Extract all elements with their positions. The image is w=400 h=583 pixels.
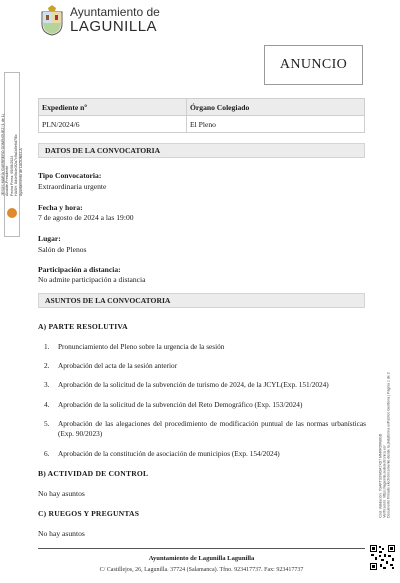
actividad-control-value: No hay asuntos bbox=[38, 489, 85, 498]
item-text: Aprobación del acta de la sesión anterior bbox=[58, 361, 178, 370]
signature-line: HASH: 8d4e0b4e3f2a7c9a1b5e6d7f8c bbox=[14, 133, 19, 196]
org-name-main: LAGUNILLA bbox=[70, 18, 158, 35]
table-header-expediente: Expediente nº bbox=[39, 99, 187, 116]
footer-divider bbox=[38, 548, 365, 549]
validation-line: Documento firmado electrónicamente desde la plataforma esPublico Gestiona | Página 1 de 2 bbox=[387, 372, 392, 518]
list-item bbox=[44, 449, 366, 459]
ruegos-preguntas-heading: C) RUEGOS Y PREGUNTAS bbox=[38, 509, 140, 518]
item-number: 2. bbox=[44, 361, 50, 370]
validation-sidebar bbox=[378, 360, 392, 530]
item-text: Pronunciamiento del Pleno sobre la urgencia de la sesión bbox=[58, 342, 225, 351]
section-datos-title: DATOS DE LA CONVOCATORIA bbox=[38, 143, 365, 158]
expedient-table bbox=[38, 98, 365, 133]
coat-of-arms-icon bbox=[38, 4, 66, 36]
item-number: 6. bbox=[44, 449, 50, 458]
table-row bbox=[39, 116, 365, 133]
stamp-logo-icon bbox=[7, 208, 17, 218]
signature-brand: Ayuntamiento de LAGUNILLA bbox=[18, 147, 23, 196]
signature-line: Alcalde-Presidente bbox=[5, 165, 10, 196]
item-text: Aprobación de la solicitud de la subvención del Reto Demográfico (Exp. 153/2024) bbox=[58, 400, 303, 409]
item-text: Aprobación de las alegaciones del procedimiento de modificación puntual de las normas urbanísticas (Exp. 90/2023) bbox=[58, 419, 366, 438]
table-header-organo: Órgano Colegiado bbox=[187, 99, 365, 116]
lugar-label: Lugar: bbox=[38, 234, 61, 243]
org-name-top: Ayuntamiento de bbox=[70, 5, 160, 19]
expediente-value: PLN/2024/6 bbox=[39, 116, 187, 133]
tipo-value: Extraordinaria urgente bbox=[38, 182, 107, 191]
item-number: 1. bbox=[44, 342, 50, 351]
signature-stamp-text bbox=[1, 114, 23, 196]
validation-line: Cód. Validación: 7GAPTS2WDA7XD7 MNRR99N8GD bbox=[378, 433, 383, 518]
list-item bbox=[44, 380, 366, 390]
lugar-value: Salón de Plenos bbox=[38, 245, 87, 254]
item-number: 3. bbox=[44, 380, 50, 389]
item-text: Aprobación de la constitución de asociación de municipios (Exp. 154/2024) bbox=[58, 449, 280, 458]
qr-code-icon bbox=[370, 545, 395, 570]
fecha-value: 7 de agosto de 2024 a las 19:00 bbox=[38, 213, 134, 222]
item-number: 5. bbox=[44, 419, 50, 428]
signature-line: Fecha Firma: 05/08/2024 bbox=[9, 155, 14, 196]
document-type-box bbox=[264, 45, 363, 85]
fecha-label: Fecha y hora: bbox=[38, 203, 83, 212]
footer-title: Ayuntamiento de Lagunilla Lagunilla bbox=[148, 555, 255, 562]
ruegos-preguntas-value: No hay asuntos bbox=[38, 529, 85, 538]
list-item bbox=[44, 419, 366, 439]
distancia-label: Participación a distancia: bbox=[38, 265, 121, 274]
organo-value: El Pleno bbox=[187, 116, 365, 133]
section-asuntos-title: ASUNTOS DE LA CONVOCATORIA bbox=[38, 293, 365, 308]
item-text: Aprobación de la solicitud de la subvención de turismo de 2024, de la JCYL(Exp. 151/2024) bbox=[58, 380, 329, 389]
footer-address: C/ Castillejos, 26, Lagunilla. 37724 (Salamanca). Tfno. 923417737. Fax: 923417737 bbox=[99, 567, 304, 573]
parte-resolutiva-heading: A) PARTE RESOLUTIVA bbox=[38, 322, 128, 331]
actividad-control-heading: B) ACTIVIDAD DE CONTROL bbox=[38, 469, 149, 478]
signature-line: JESÚS MARÍA GUERRERO DOMÍNGUEZ (1 de 1) bbox=[0, 113, 5, 196]
list-item bbox=[44, 400, 366, 410]
validation-line: Verificación: https://lagunilla.sedelectronica.es/ bbox=[382, 445, 387, 518]
list-item bbox=[44, 342, 366, 352]
tipo-label: Tipo Convocatoria: bbox=[38, 171, 102, 180]
table-header-row bbox=[39, 99, 365, 116]
item-number: 4. bbox=[44, 400, 50, 409]
document-type-label: ANUNCIO bbox=[279, 57, 348, 72]
distancia-value: No admite participación a distancia bbox=[38, 275, 146, 284]
list-item bbox=[44, 361, 366, 371]
